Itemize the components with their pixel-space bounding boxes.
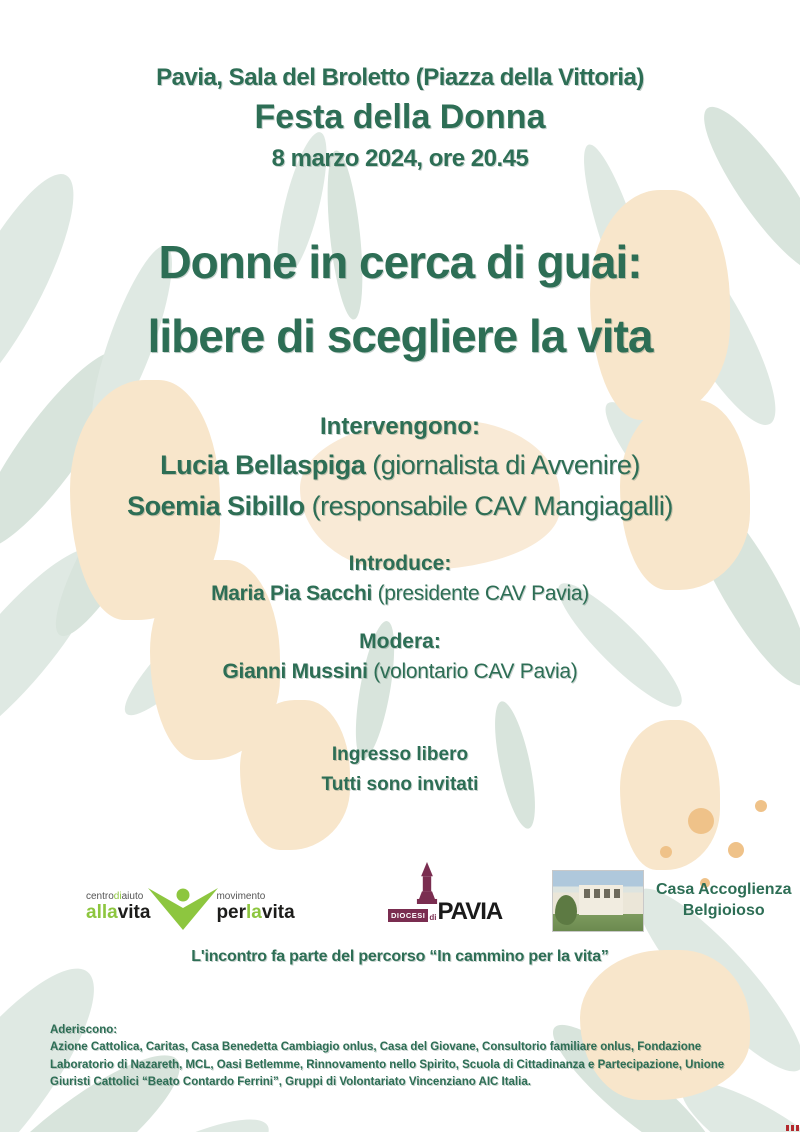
supporters-section [50,1022,740,1091]
admission-line-2: Tutti sono invitati [321,774,479,796]
introduce-section [0,552,800,606]
cav-logo-mainline: allavita [86,902,151,923]
path-note: L'incontro fa parte del percorso “In cammino per la vita” [191,948,609,965]
cav-logo-text [86,892,150,922]
diocesi-logo-text [388,898,508,925]
mpv-logo-text [216,892,294,922]
admission-note [0,740,800,801]
speakers-section [0,413,800,526]
building-windows [584,889,590,898]
supporters-heading: Aderiscono: [50,1024,118,1036]
supporters-text: Azione Cattolica, Caritas, Casa Benedetta Cambiagio onlus, Casa del Giovane, Consultorio familiare onlus, Fondazione Laboratorio di Nazareth, MCL, Oasi Betlemme, Rinnovamento nello Spirito, Scuola di Cittadinanza e Partecipazione, Unione Giuristi Cattolici “Beato Contardo Ferrini”, Gruppi di Volontariato Vincenziano AIC Italia. [50,1041,725,1088]
speaker-role: (giornalista di Avvenire) [365,450,640,480]
moderator-section [0,630,800,684]
diocesi-di: di [429,913,437,923]
mpv-logo-mainline: perlavita [216,902,295,923]
mpv-logo-topline: movimento [216,891,266,902]
cav-logo-topline: centrodiaiuto [86,891,144,902]
speaker-name: Lucia Bellaspiga [160,450,366,480]
person-role: (volontario CAV Pavia) [367,660,578,683]
moderator-heading: Modera: [359,630,441,653]
casa-accoglienza-label: Casa Accoglienza Belgioioso [656,881,792,919]
diocesi-pavia-logo [388,862,508,925]
speaker-line [0,486,800,527]
tree-shape [555,895,577,925]
title-line-2: libere di scegliere la vita [147,309,653,362]
diocesi-label: DIOCESI [388,909,428,922]
cav-mpv-logo [86,882,295,932]
speakers-heading: Intervengono: [320,413,480,440]
event-datetime: 8 marzo 2024, ore 20.45 [271,145,529,172]
poster-title [0,226,800,373]
person-name: Maria Pia Sacchi [211,582,373,605]
speaker-role: (responsabile CAV Mangiagalli) [304,490,673,521]
corner-print-marks [786,1125,799,1131]
casa-accoglienza-photo [552,870,644,932]
person-role: (presidente CAV Pavia) [372,582,589,605]
casa-accoglienza-logo [552,870,791,932]
event-name: Festa della Donna [254,98,546,136]
moderator-person [0,660,800,684]
admission-line-1: Ingresso libero [331,744,469,765]
partner-logos-row [0,860,800,944]
person-name: Gianni Mussini [222,660,368,683]
introduce-heading: Introduce: [348,552,452,575]
diocesi-city: PAVIA [437,898,503,925]
speaker-line [0,445,800,486]
event-header [0,64,800,173]
introduce-person [0,582,800,606]
venue-line: Pavia, Sala del Broletto (Piazza della Vittoria) [156,64,644,91]
speaker-name: Soemia Sibillo [127,490,305,521]
mpv-v-icon [146,882,220,932]
title-line-1: Donne in cerca di guai: [158,236,642,288]
